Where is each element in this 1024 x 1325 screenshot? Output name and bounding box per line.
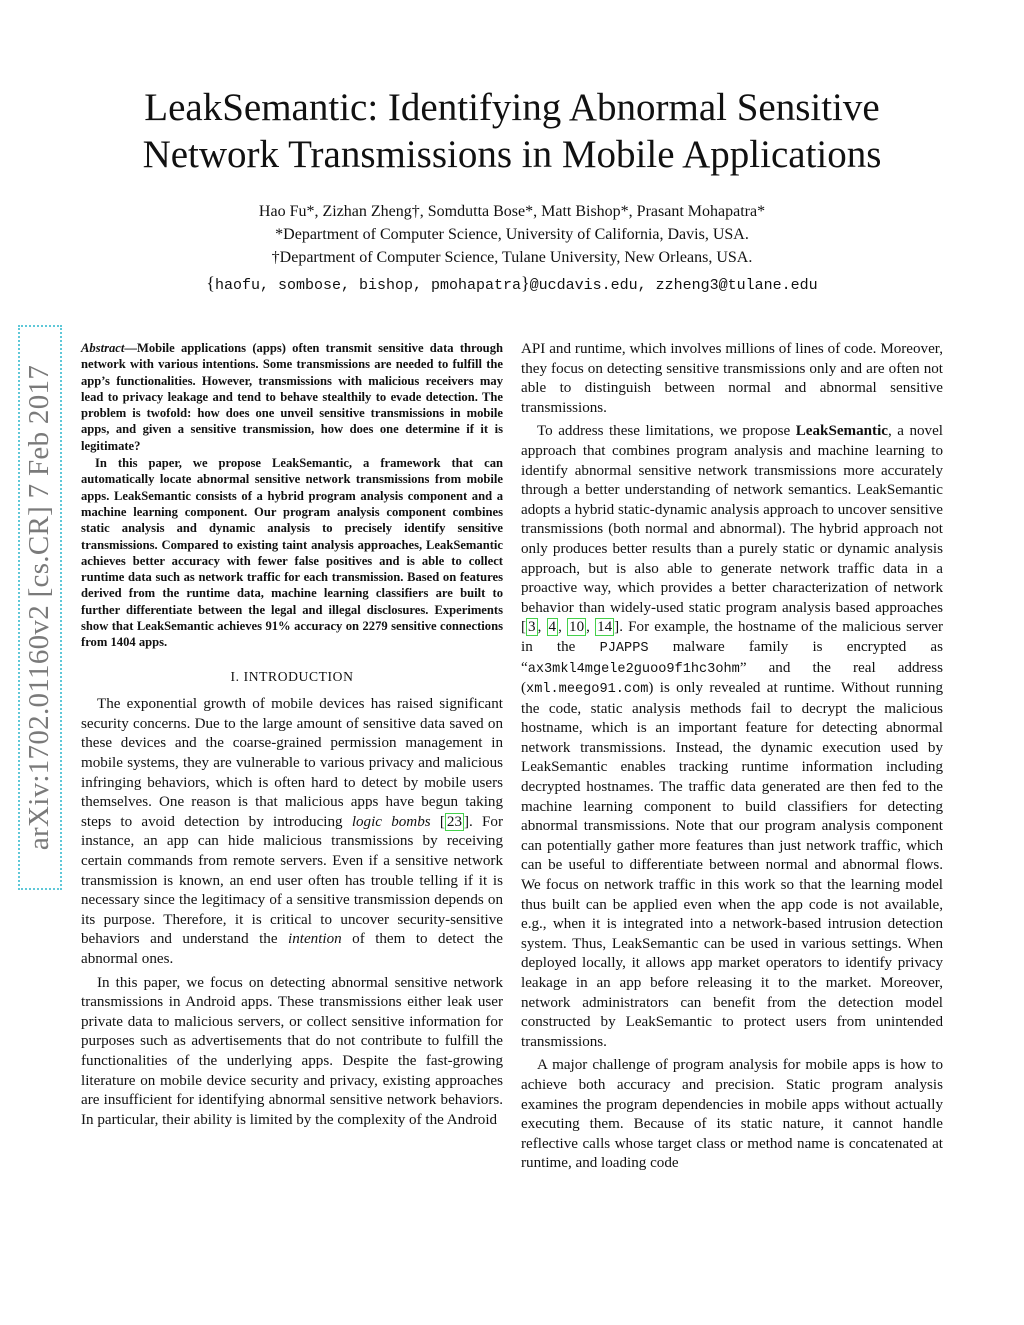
intro-p3-text-b: , a novel approach that combines program analysis and machine learning to identify abnormal sensitive network transmissions more accurately through a better understanding of network semantics. LeakSemantic adopts a hybrid static-dynamic analysis approach to uncover sensitive transmissions (both normal and abnormal). The hybrid approach not only produces better results than a purely static or dynamic analysis approach, but is also able to generate network traffic data in a proactive way, which provides a better characterization of network behavior than widely-used static program analysis based approaches [ [521,423,943,636]
affiliation-tulane: †Department of Computer Science, Tulane University, New Orleans, USA. [271,249,753,266]
affiliation-ucdavis: *Department of Computer Science, University of California, Davis, USA. [275,226,749,243]
intro-p1-text-b: . For instance, an app can hide malicious transmissions by receiving certain commands from remote servers. Even if a sensitive network transmission is known, an end user often has trouble telling if it is necessary since the legitimacy of a sensitive transmission depends on its purpose. Therefore, it is critical to uncover security-sensitive behaviors and understand the [81,813,503,948]
intro-paragraph-3: To address these limitations, we propose LeakSemantic, a novel approach that combines program analysis and machine learning to identify abnormal sensitive network transmissions more accurately through a better understanding of network semantics. LeakSemantic adopts a hybrid static-dynamic analysis approach to uncover sensitive transmissions (both normal and abnormal). The hybrid approach not only produces better results than a purely static or dynamic analysis approach, but is also able to generate network traffic data in a proactive way, which provides a better characterization of network behavior than widely-used static program analysis based approaches [ 3 , 4 , 10 , 14 ]. For example, the hostname of the malicious server in the PJAPPS malware family is encrypted as “ax3mkl4mgele2guoo9f1hc3ohm” and the real address (xml.meego91.com) is only revealed at runtime. Without running the code, static analysis methods fail to decrypt the malicious hostname, which is an important feature for detecting abnormal network transmissions. Instead, the dynamic execution used by LeakSemantic enables tracking runtime information including decrypted hostnames. The traffic data generated are then fed to the machine learning component to build classifiers for detecting abnormal transmissions. Note that our program analysis component can potentially gather more features than just network traffic, which can be useful to differentiate between normal and abnormal flows. We focus on network traffic in this work so that the learning model thus built can be applied even when the app code is not available, e.g., when it is integrated into a network-based intrusion detection system. Thus, LeakSemantic can be used in various settings. When deployed locally, it allows app market operators to identify privacy leakage in an app before releasing it to the market. Moreover, network administrators can benefit from the detection model constructed by LeakSemantic to protect users from unintended transmissions. [521,423,944,1050]
citation-link-3[interactable]: 3 [528,619,536,636]
intro-paragraph-2: In this paper, we focus on detecting abnormal sensitive network transmissions in Android apps. These transmissions either leak user private data to malicious servers, or collect sensitive information for purposes such as advertisements that do not contribute to fulfill the functionalities of the underlying apps. Despite the fast-growing literature on mobile device security and privacy, existing approaches are insufficient for identifying abnormal sensitive network behaviors. In particular, their ability is limited by the complexity of the Android [81,974,503,1128]
abstract-text-1: —Mobile applications (apps) often transmit sensitive data through network with various intentions. Some transmissions are needed to fulfill the app’s functionalities. However, transmissions with malicious receivers may lead to privacy leakage and tend to behave stealthily to evade detection. The problem is twofold: how does one unveil sensitive transmissions in mobile apps, and given a sensitive transmission, how does one determine if it is legitimate? [81,341,503,453]
abstract-paragraph-1 [81,340,503,454]
paper-title-line-2: Network Transmissions in Mobile Applications [142,133,882,176]
citation-link-14[interactable]: 14 [597,619,613,636]
left-column [81,340,503,1130]
email-brace-open: { [206,273,215,293]
intro-p3-text-c: ]. For example, the hostname of the malicious server in the [521,619,944,655]
intro-p3-text-a: To address these limitations, we propose [537,423,796,440]
intro-p3-text-d: malware family is encrypted as “ [521,638,944,676]
malware-family-name: PJAPPS [599,640,649,656]
arxiv-identifier-text: arXiv:1702.01160v2 [cs.CR] 7 Feb 2017 [23,364,56,851]
citation-link-23[interactable]: 23 [446,813,462,830]
logic-bombs-term: logic bombs [351,813,431,830]
section-heading-introduction: I. INTRODUCTION [230,668,354,684]
author-names: Hao Fu*, Zizhan Zheng†, Somdutta Bose*, Matt Bishop*, Prasant Mohapatra* [258,203,766,220]
encrypted-hostname: ax3mkl4mgele2guoo9f1hc3ohm [527,661,740,677]
intention-term: intention [288,931,342,948]
arxiv-identifier-stamp [18,325,62,890]
intro-p1-text-a: The exponential growth of mobile devices has raised significant security concerns. Due to the large amount of sensitive data saved on these devices and the coarse-grained permission management in mobile systems, they are vulnerable to various privacy and malicious infringing behaviors, which is often hard to detect by mobile users themselves. One reason is that malicious apps have begun taking steps to avoid detection by introducing [81,696,503,830]
leaksemantic-name: LeakSemantic [795,423,888,440]
email-domains: @ucdavis.edu, zzheng3@tulane.edu [529,277,818,294]
citation-link-4[interactable]: 4 [548,619,557,636]
email-brace-close: } [521,273,530,293]
intro-p1-text-c: of them to detect the abnormal ones. [81,931,503,967]
paper-title [80,84,944,178]
abstract-label: Abstract [81,341,125,355]
intro-p3-text-e: ” and the real address ( [521,659,943,697]
email-user-list: haofu, sombose, bishop, pmohapatra [214,277,521,294]
citation-link-10[interactable]: 10 [569,619,585,636]
intro-p3-text-f: ) is only revealed at runtime. Without running the code, static analysis methods fail to decrypt the malicious hostname, which is an important feature for detecting abnormal network transmissions. Instead, the dynamic execution used by LeakSemantic enables tracking runtime information including decrypted hostnames. The traffic data generated are then fed to the machine learning component to build classifiers for detecting abnormal transmissions. Note that our program analysis component can potentially gather more features than just network traffic, which can be useful to differentiate between normal and abnormal flows. We focus on network traffic in this work so that the learning model thus built can be applied even when the app code is not available, e.g., when it is integrated into a network-based intrusion detection system. Thus, LeakSemantic can be used in various settings. When deployed locally, it allows app market operators to identify privacy leakage in an app before releasing it to the market. Moreover, network administrators can benefit from the detection model constructed by LeakSemantic to protect users from unintended transmissions. [521,680,943,1050]
intro-paragraph-1: The exponential growth of mobile devices has raised significant security concerns. Due to the large amount of sensitive data saved on these devices and the coarse-grained permission management in mobile systems, they are vulnerable to various privacy and malicious infringing behaviors, which is often hard to detect by mobile users themselves. One reason is that malicious apps have begun taking steps to avoid detection by introducing logic bombs [ 23 ]. For instance, an app can hide malicious transmissions by receiving certain commands from remote servers. Even if a sensitive network transmission is known, an end user often has trouble telling if it is necessary since the legitimacy of a sensitive transmission depends on its purpose. Therefore, it is critical to uncover security-sensitive behaviors and understand the intention of them to detect the abnormal ones. [81,696,503,967]
real-hostname: xml.meego91.com [526,682,649,698]
abstract-paragraph-2: In this paper, we propose LeakSemantic, a framework that can automatically locate abnormal sensitive network transmissions from mobile apps. LeakSemantic consists of a hybrid program analysis component and a machine learning component. Our program analysis component combines static analysis and dynamic analysis to precisely identify sensitive transmissions. Compared to existing taint analysis approaches, LeakSemantic achieves better accuracy with fewer false positives and is able to collect runtime data such as network traffic for each transmission. Based on features derived from the runtime data, machine learning classifiers are built to further differentiate between the legal and illegal disclosures. Experiments show that LeakSemantic achieves 91% accuracy on 2279 sensitive connections from 1404 apps. [81,456,503,650]
intro-paragraph-2-continued: API and runtime, which involves millions of lines of code. Moreover, they focus on detecting sensitive transmissions only and are often not able to distinguish between normal and abnormal sensitive transmissions. [521,341,943,416]
paper-title-line-1: LeakSemantic: Identifying Abnormal Sensitive [144,86,880,129]
author-emails [80,272,944,297]
author-block [80,200,944,297]
right-column [521,340,943,1174]
intro-paragraph-4: A major challenge of program analysis for mobile apps is how to achieve both accuracy and precision. Static program analysis examines the program dependencies in mobile apps without actually executing them. Because of its static nature, it cannot handle reflective calls whose target class or method name is concatenated at runtime, and loading code [521,1057,943,1172]
